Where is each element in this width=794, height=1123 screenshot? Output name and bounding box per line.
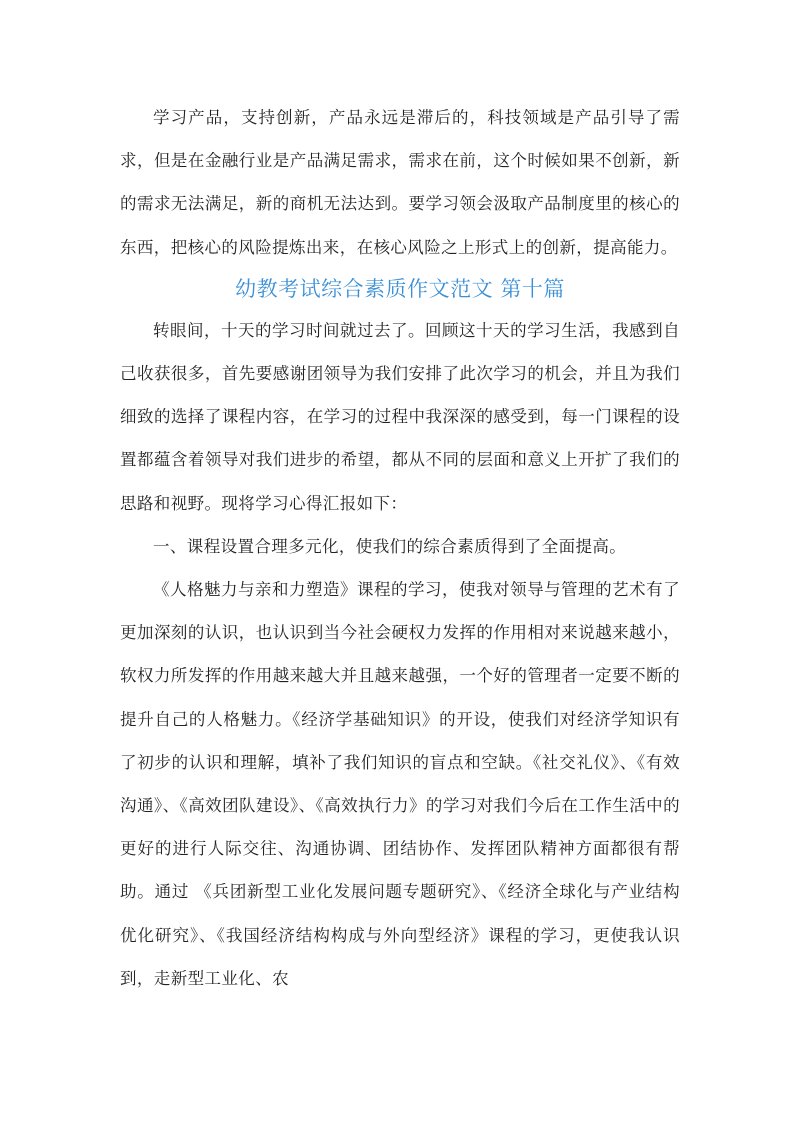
paragraph-courses: 《人格魅力与亲和力塑造》课程的学习，使我对领导与管理的艺术有了更加深刻的认识，也认识到当今社会硬权力发挥的作用相对来说越来越小，软权力所发挥的作用越来越大并且越来越强，一个好的管理者一定要不断的提升自己的人格魅力。《经济学基础知识》的开设，使我们对经济学知识有了初步的认识和理解，填补了我们知识的盲点和空缺。《社交礼仪》、《有效沟通》、《高效团队建设》、《高效执行力》的学习对我们今后在工作生活中的更好的进行人际交往、沟通协调、团结协作、发挥团队精神方面都很有帮助。通过 《兵团新型工业化发展问题专题研究》、《经济全球化与产业结构优化研究》、《我国经济结构构成与外向型经济》课程的学习，更使我认识到，走新型工业化、农 <box>120 580 680 988</box>
paragraph-point-one: 一、课程设置合理多元化，使我们的综合素质得到了全面提高。 <box>153 536 627 556</box>
section-title: 幼教考试综合素质作文范文 第十篇 <box>235 276 565 301</box>
intro-paragraph: 学习产品，支持创新，产品永远是滞后的，科技领域是产品引导了需求，但是在金融行业是产品满足需求，需求在前，这个时候如果不创新，新的需求无法满足，新的商机无法达到。要学习领会汲取产品制度里的核心的东西，把核心的风险提炼出来，在核心风险之上形式上的创新，提高能力。 <box>120 108 680 257</box>
paragraph-reflection: 转眼间，十天的学习时间就过去了。回顾这十天的学习生活，我感到自己收获很多，首先要感谢团领导为我们安排了此次学习的机会，并且为我们细致的选择了课程内容，在学习的过程中我深深的感受到，每一门课程的设置都蕴含着领导对我们进步的希望，都从不同的层面和意义上开扩了我们的思路和视野。现将学习心得汇报如下： <box>120 320 680 513</box>
document-page <box>120 96 680 1000</box>
